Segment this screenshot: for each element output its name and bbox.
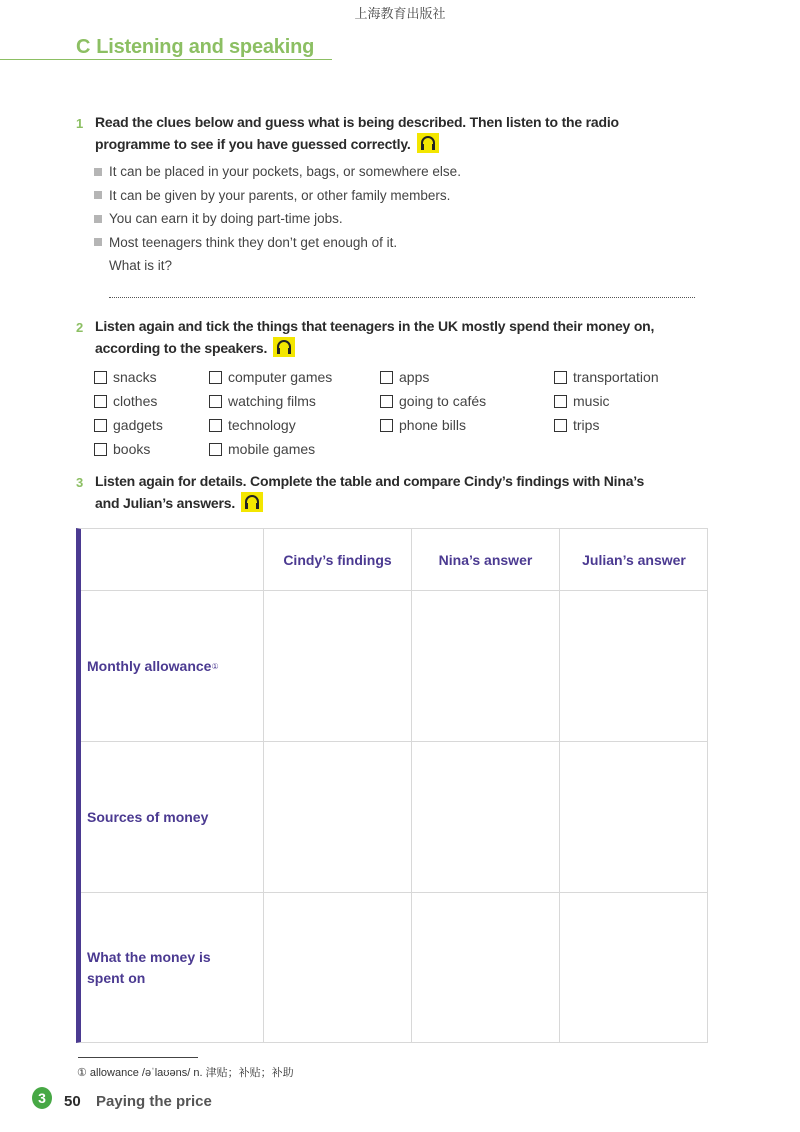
guess-question: What is it?: [109, 258, 173, 273]
question-3-line-1: Listen again for details. Complete the table and compare Cindy’s findings with Nina’s: [95, 473, 645, 489]
option-transportation[interactable]: transportation: [554, 369, 659, 385]
checkbox[interactable]: [209, 371, 222, 384]
question-1-line-2: programme to see if you have guessed correctly.: [95, 136, 411, 152]
page-number: 50: [64, 1093, 81, 1110]
headphones-icon[interactable]: [241, 492, 263, 512]
checkbox[interactable]: [94, 443, 107, 456]
list-item: Most teenagers think they don’t get enough of it.: [94, 231, 461, 255]
question-2-number: 2: [76, 320, 84, 335]
checkbox[interactable]: [209, 443, 222, 456]
row-header-money-spent-on: What the money is spent on: [81, 893, 264, 1042]
bullet-icon: [94, 238, 102, 246]
answer-cell[interactable]: [412, 591, 560, 742]
answer-cell[interactable]: [560, 742, 708, 893]
option-clothes[interactable]: clothes: [94, 393, 157, 409]
checkbox[interactable]: [94, 395, 107, 408]
question-2-prompt: [95, 315, 654, 359]
checkbox[interactable]: [554, 419, 567, 432]
question-1-line-1: Read the clues below and guess what is being described. Then listen to the radio: [95, 114, 619, 130]
checkbox[interactable]: [209, 419, 222, 432]
answer-cell[interactable]: [412, 742, 560, 893]
footnote-divider: [78, 1057, 198, 1058]
comparison-table: [76, 528, 708, 1043]
answer-cell[interactable]: [264, 893, 412, 1042]
bullet-icon: [94, 215, 102, 223]
checkbox[interactable]: [380, 419, 393, 432]
option-phone-bills[interactable]: phone bills: [380, 417, 466, 433]
answer-cell[interactable]: [264, 591, 412, 742]
bullet-icon: [94, 168, 102, 176]
row-header-monthly-allowance: Monthly allowance ①: [81, 591, 264, 742]
option-books[interactable]: books: [94, 441, 150, 457]
header-nina: Nina’s answer: [412, 529, 560, 591]
question-3-line-2: and Julian’s answers.: [95, 495, 236, 511]
section-divider: [0, 59, 332, 60]
question-3-prompt: [95, 470, 644, 514]
answer-input-line[interactable]: [109, 297, 695, 298]
option-going-to-cafes[interactable]: going to cafés: [380, 393, 486, 409]
question-1-number: 1: [76, 116, 84, 131]
checkbox[interactable]: [380, 395, 393, 408]
section-heading: [76, 36, 314, 59]
option-gadgets[interactable]: gadgets: [94, 417, 163, 433]
list-item: You can earn it by doing part-time jobs.: [94, 207, 461, 231]
footnote: ① allowance /əˈlaʊəns/ n. 津贴；补贴；补助: [77, 1067, 294, 1079]
answer-cell[interactable]: [412, 893, 560, 1042]
tick-options: [94, 367, 714, 463]
checkbox[interactable]: [554, 371, 567, 384]
answer-cell[interactable]: [560, 893, 708, 1042]
table-corner-cell: [81, 529, 264, 591]
question-2-line-2: according to the speakers.: [95, 340, 268, 356]
header-cindy: Cindy’s findings: [264, 529, 412, 591]
headphones-icon[interactable]: [417, 133, 439, 153]
option-computer-games[interactable]: computer games: [209, 369, 332, 385]
checkbox[interactable]: [554, 395, 567, 408]
answer-cell[interactable]: [264, 742, 412, 893]
bullet-icon: [94, 191, 102, 199]
list-item: It can be given by your parents, or other family members.: [94, 184, 461, 208]
page-footer-title: Paying the price: [96, 1093, 212, 1110]
list-item: It can be placed in your pockets, bags, or somewhere else.: [94, 160, 461, 184]
option-apps[interactable]: apps: [380, 369, 429, 385]
option-technology[interactable]: technology: [209, 417, 296, 433]
headphones-icon[interactable]: [273, 337, 295, 357]
section-title: Listening and speaking: [96, 36, 315, 58]
checkbox[interactable]: [94, 371, 107, 384]
footnote-marker: ①: [211, 661, 219, 671]
option-mobile-games[interactable]: mobile games: [209, 441, 315, 457]
row-header-sources-of-money: Sources of money: [81, 742, 264, 893]
option-snacks[interactable]: snacks: [94, 369, 157, 385]
section-letter: C: [76, 36, 91, 58]
option-music[interactable]: music: [554, 393, 610, 409]
header-julian: Julian’s answer: [560, 529, 708, 591]
answer-cell[interactable]: [560, 591, 708, 742]
option-watching-films[interactable]: watching films: [209, 393, 316, 409]
question-3-number: 3: [76, 475, 84, 490]
question-1-prompt: [95, 111, 619, 155]
question-2-line-1: Listen again and tick the things that teenagers in the UK mostly spend their money on,: [95, 318, 655, 334]
checkbox[interactable]: [380, 371, 393, 384]
publisher-header: 上海教育出版社: [354, 7, 446, 22]
unit-badge: 3: [32, 1087, 52, 1109]
checkbox[interactable]: [94, 419, 107, 432]
clue-list: [94, 160, 461, 278]
checkbox[interactable]: [209, 395, 222, 408]
option-trips[interactable]: trips: [554, 417, 599, 433]
